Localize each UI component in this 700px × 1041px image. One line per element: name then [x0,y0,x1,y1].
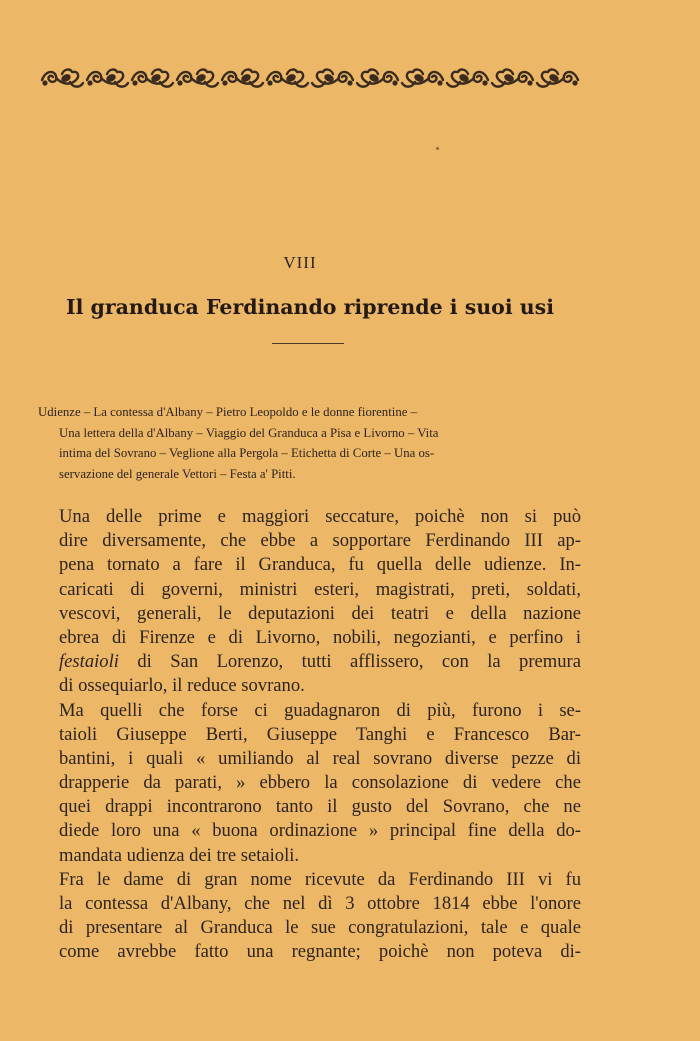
body-line: bantini, i quali « umiliando al real sovrano diverse pezze di [59,747,581,769]
summary-line: Una lettera della d'Albany – Viaggio del Granduca a Pisa e Livorno – Vita [59,425,439,440]
body-line: come avrebbe fatto una regnante; poichè non poteva di- [59,941,581,963]
body-line: vescovi, generali, le deputazioni dei teatri e della nazione [59,602,581,624]
body-line: di presentare al Granduca le sue congratulazioni, tale e quale [59,917,581,939]
body-text [59,505,581,965]
body-line: Una delle prime e maggiori seccature, poichè non si può [59,506,581,527]
printing-speck [436,147,439,150]
body-line: quei drappi incontrarono tanto il gusto del Sovrano, che ne [59,796,581,818]
body-line: dire diversamente, che ebbe a sopportare Ferdinando III ap- [59,530,581,552]
body-line: caricati di governi, ministri esteri, magistrati, preti, soldati, [59,578,581,600]
body-line: Fra le dame di gran nome ricevute da Ferdinando III vi fu [59,868,581,890]
body-line: taioli Giuseppe Berti, Giuseppe Tanghi e Francesco Bar- [59,723,581,745]
summary-line: servazione del generale Vettori – Festa a' Pitti. [59,466,296,481]
chapter-title: Il granduca Ferdinando riprende i suoi usi [66,295,554,319]
body-line: ebrea di Firenze e di Livorno, nobili, negozianti, e perfino i [59,626,581,648]
body-line: la contessa d'Albany, che nel dì 3 ottobre 1814 ebbe l'onore [59,893,581,914]
chapter-summary [38,402,578,484]
chapter-number: VIII [283,253,317,272]
body-line-with-italic [59,650,581,674]
body-line-rest: di San Lorenzo, tutti afflissero, con la premura [137,651,581,673]
italic-word: festaioli [59,651,119,673]
body-line: Ma quelli che forse ci guadagnaron di più, furono i se- [59,699,581,721]
body-line: mandata udienza dei tre setaioli. [59,844,300,866]
body-line: drapperie da parati, » ebbero la consolazione di vedere che [59,772,581,794]
body-line: diede loro una « buona ordinazione » principal fine della do- [59,820,581,842]
summary-line: intima del Sovrano – Veglione alla Pergola – Etichetta di Corte – Una os- [59,446,435,460]
ornament-band-icon [40,66,580,90]
body-line: di ossequiarlo, il reduce sovrano. [59,675,305,697]
body-line: pena tornato a fare il Granduca, fu quella delle udienze. In- [59,554,581,576]
summary-line: Udienze – La contessa d'Albany – Pietro Leopoldo e le donne fiorentine – [38,405,417,419]
title-rule [272,343,344,344]
